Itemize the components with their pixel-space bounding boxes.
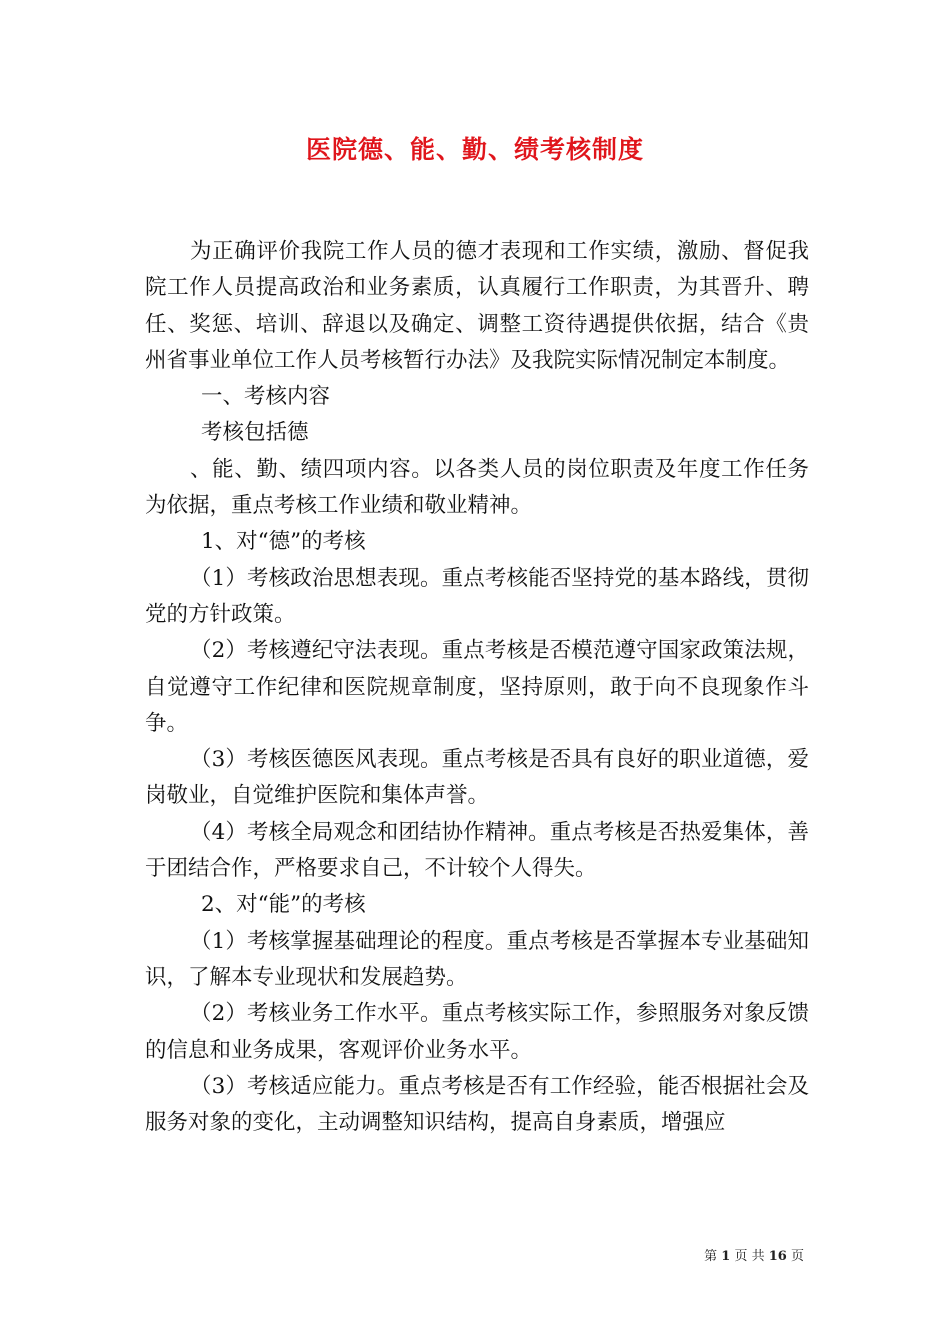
subsection-heading: 2、对“能”的考核 bbox=[201, 892, 366, 918]
total-page-count: 16 bbox=[768, 1249, 787, 1264]
paragraph: （2）考核业务工作水平。重点考核实际工作，参照服务对象反馈的信息和业务成果，客观评价业务水平。 bbox=[145, 1001, 809, 1063]
current-page-number: 1 bbox=[721, 1249, 731, 1264]
section-heading: 一、考核内容 bbox=[201, 384, 331, 410]
page-number-footer bbox=[704, 1248, 804, 1266]
paragraph: （1）考核掌握基础理论的程度。重点考核是否掌握本专业基础知识，了解本专业现状和发展趋势。 bbox=[145, 928, 809, 990]
footer-prefix: 第 bbox=[704, 1249, 718, 1264]
document-body bbox=[145, 234, 809, 1141]
paragraph-line: 考核包括德 bbox=[201, 420, 309, 446]
paragraph: 为正确评价我院工作人员的德才表现和工作实绩，激励、督促我院工作人员提高政治和业务素质，认真履行工作职责，为其晋升、聘任、奖惩、培训、辞退以及确定、调整工资待遇提供依据，结合《贵州省事业单位工作人员考核暂行办法》及我院实际情况制定本制度。 bbox=[145, 239, 809, 373]
paragraph: （1）考核政治思想表现。重点考核能否坚持党的基本路线，贯彻党的方针政策。 bbox=[145, 565, 809, 627]
footer-middle: 页 共 bbox=[734, 1249, 765, 1264]
paragraph: 、能、勤、绩四项内容。以各类人员的岗位职责及年度工作任务为依据，重点考核工作业绩和敬业精神。 bbox=[145, 456, 809, 519]
footer-suffix: 页 bbox=[790, 1249, 804, 1264]
paragraph: （3）考核适应能力。重点考核是否有工作经验，能否根据社会及服务对象的变化，主动调整知识结构，提高自身素质，增强应 bbox=[145, 1073, 809, 1136]
paragraph: （4）考核全局观念和团结协作精神。重点考核是否热爱集体，善于团结合作，严格要求自己，不计较个人得失。 bbox=[145, 819, 809, 882]
document-title: 医院德、能、勤、绩考核制度 bbox=[305, 135, 644, 164]
subsection-heading: 1、对“德”的考核 bbox=[201, 529, 366, 555]
paragraph: （2）考核遵纪守法表现。重点考核是否模范遵守国家政策法规，自觉遵守工作纪律和医院规章制度，坚持原则，敢于向不良现象作斗争。 bbox=[145, 638, 809, 736]
paragraph: （3）考核医德医风表现。重点考核是否具有良好的职业道德，爱岗敬业，自觉维护医院和集体声誉。 bbox=[145, 747, 809, 809]
